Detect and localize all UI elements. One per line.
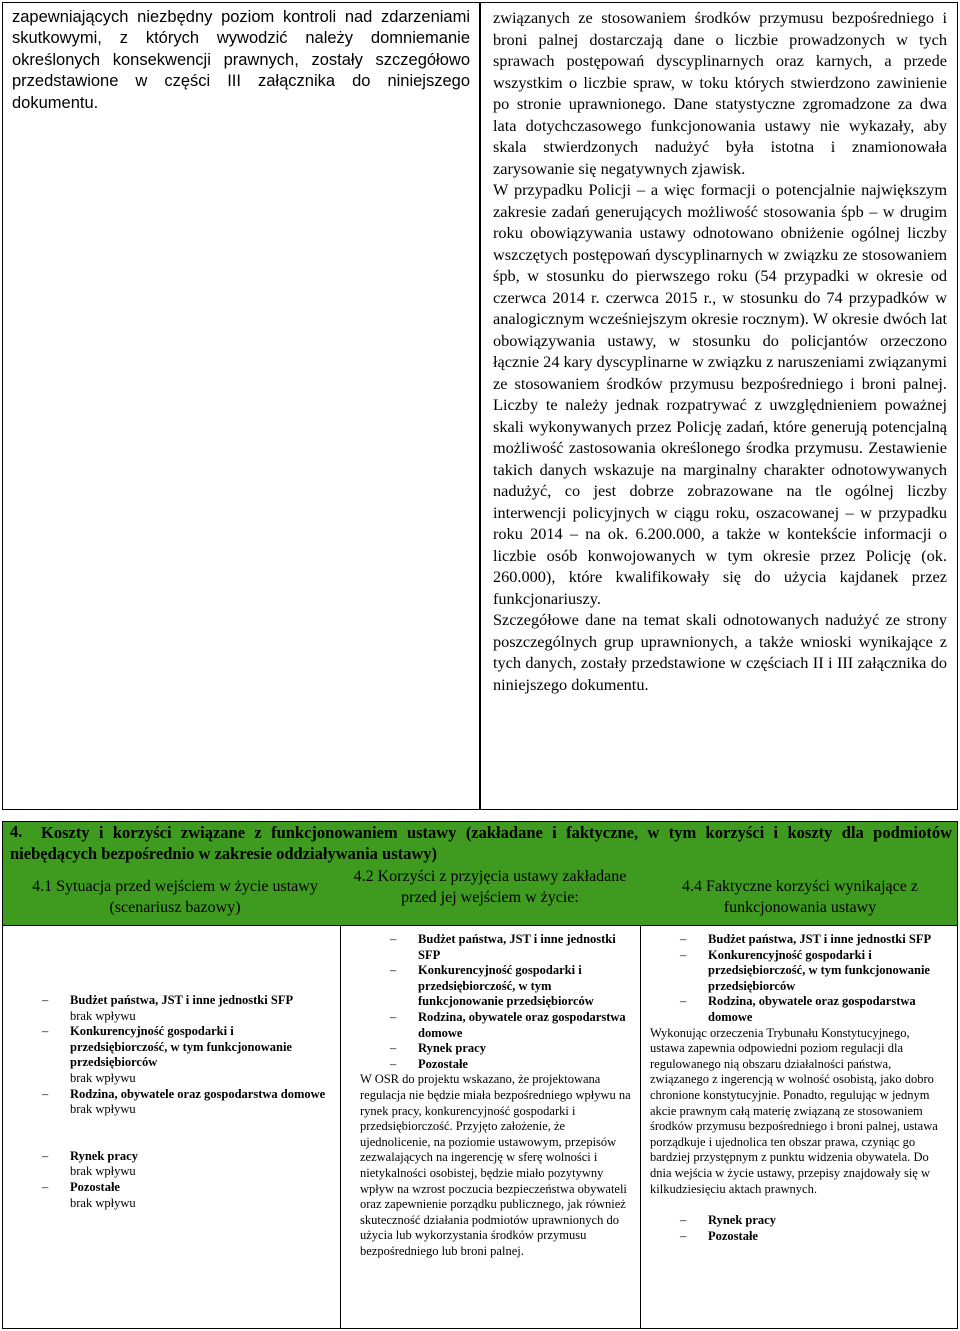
col1-item: – Budżet państwa, JST i inne jednostki SFP (42, 993, 332, 1009)
top-left-cell (2, 2, 480, 810)
col3-text: Wykonując orzeczenia Trybunału Konstytucyjnego, ustawa zapewnia odpowiedni poziom regulacji dla regulowanego nią obszaru działalności państwa, związanego z ingerencją w wolność osobistą, jako dobro chronione konstytucyjnie. Ponadto, regulując w jednym akcie prawnym całą materię związaną ze stosowaniem środków przymusu bezpośredniego i broni palnej, ustawa porządkuje i ujednolica ten obszar prawa, czyniąc go bardziej przystępnym z punktu widzenia obywatela. Do dnia wejścia w życie ustawy, przepisy znajdowały się w kilkudziesięciu aktach prawnych. (650, 1025, 938, 1196)
right-paragraph-1: związanych ze stosowaniem środków przymusu bezpośredniego i broni palnej dostarczają dane o liczbie prowadzonych w tych sprawach postępowań dyscyplinarnych oraz karnych, a przede wszystkim o liczbie spraw, w toku których stwierdzono zawinienie po stronie uprawnionego. Dane statystyczne zgromadzone za dwa lata dotychczasowego funkcjonowania ustawy nie wykazały, aby skala stwierdzonych nadużyć była istotna i znamionowała zarysowanie się negatywnych zjawisk. (493, 8, 947, 178)
col1-body (42, 993, 332, 1211)
col-divider-1 (340, 926, 341, 1329)
col2-item: – Rodzina, obywatele oraz gospodarstwa domowe (390, 1010, 632, 1041)
col3-item: – Rynek pracy (680, 1213, 946, 1229)
col1-item: – Rynek pracy (42, 1149, 332, 1165)
col1-item-note: brak wpływu (70, 1070, 136, 1085)
col3-item: – Rodzina, obywatele oraz gospodarstwa domowe (680, 994, 946, 1025)
col1-header: 4.1 Sytuacja przed wejściem w życie ustawy (scenariusz bazowy) (32, 878, 318, 916)
col3-item: – Budżet państwa, JST i inne jednostki SFP (680, 932, 946, 948)
top-right-cell (480, 2, 958, 810)
col2-item: – Rynek pracy (390, 1041, 632, 1057)
section-number: 4. (10, 822, 23, 841)
table-border-left (2, 926, 3, 1329)
col3-body (650, 932, 946, 1244)
col-divider-2 (640, 926, 641, 1329)
col1-item: – Konkurencyjność gospodarki i przedsiębiorczość, w tym funkcjonowanie przedsiębiorców (42, 1024, 332, 1071)
col2-item: – Konkurencyjność gospodarki i przedsiębiorczość, w tym funkcjonowanie przedsiębiorców (390, 963, 632, 1010)
col1-item-note: brak wpływu (70, 1164, 136, 1179)
right-paragraph-3: Szczegółowe dane na temat skali odnotowanych nadużyć ze strony poszczególnych grup uprawnionych, a także wnioski wynikające z tych danych, zostały przedstawione w częściach II i III załącznika do niniejszego dokumentu. (493, 610, 947, 694)
section-title: Koszty i korzyści związane z funkcjonowaniem ustawy (zakładane i faktyczne, w tym korzyści i koszty dla podmiotów niebędących bezpośrednio w zakresie oddziaływania ustawy) (10, 823, 952, 863)
col3-item: – Konkurencyjność gospodarki i przedsiębiorczość, w tym funkcjonowanie przedsiębiorców (680, 948, 946, 995)
right-paragraph-2: W przypadku Policji – a więc formacji o potencjalnie największym zakresie zadań generujących możliwość stosowania śpb – w drugim roku obowiązywania ustawy odnotowano obniżenie ogólnej liczby wszczętych postępowań dyscyplinarnych w związku ze stosowaniem śpb, w stosunku do pierwszego roku (54 przypadki w okresie od czerwca 2014 r. czerwca 2015 r., w stosunku do 74 przypadków w analogicznym wcześniejszym okresie rocznym). W okresie dwóch lat obowiązywania ustawy, w stosunku do policjantów orzeczono łącznie 24 kary dyscyplinarne w związku z naruszeniami związanymi ze stosowaniem środków przymusu bezpośredniego i broni palnej. Liczby te należy jednak rozpatrywać z uwzględnieniem poważnej skali wykonywanych przez Policję zadań, które generują potencjalną możliwość zastosowania określonego środka przymusu. Zestawienie takich danych wskazuje na marginalny charakter odnotowywanych nadużyć, co jest dobrze zobrazowane na tle ogólnej liczby interwencji policyjnych w ciągu roku, oszacowanej – w przypadku roku 2014 – na ok. 6.200.000, a także w kontekście informacji o liczbie osób konwojowanych w tym okresie przez Policję (ok. 260.000), które kwalifikowały się do użycia kajdanek przez funkcjonariuszy. (493, 180, 947, 608)
table-border-bottom (2, 1328, 958, 1329)
col2-body (360, 932, 632, 1259)
col1-item-note: brak wpływu (70, 1008, 136, 1023)
col1-item: – Rodzina, obywatele oraz gospodarstwa domowe (42, 1087, 332, 1103)
col1-item-note: brak wpływu (70, 1195, 136, 1210)
col2-item: – Budżet państwa, JST i inne jednostki SFP (390, 932, 632, 963)
col2-text: W OSR do projektu wskazano, że projektowana regulacja nie będzie miała bezpośredniego wpływu na rynek pracy, konkurencyjność gospodarki i przedsiębiorczość. Przyjęto założenie, że ujednolicenie, na poziomie ustawowym, przepisów zezwalających na ingerencję w sferę wolności i nietykalności osobistej, będzie miało pozytywny wpływ na wzrost poczucia bezpieczeństwa obywateli oraz zapewnienie porządku publicznego, jak również skuteczność działania podmiotów uprawnionych do użycia lub wykorzystania środków przymusu bezpośredniego lub broni palnej. (360, 1072, 631, 1258)
col3-header: 4.4 Faktyczne korzyści wynikające z funkcjonowania ustawy (682, 878, 918, 916)
col1-item: – Pozostałe (42, 1180, 332, 1196)
table-border-right (957, 926, 958, 1329)
left-paragraph: zapewniających niezbędny poziom kontroli nad zdarzeniami skutkowymi, z których wywodzić należy domniemanie określonych konsekwencji prawnych, zostały szczegółowo przedstawione w części III załącznika do niniejszego dokumentu. (12, 8, 470, 112)
col1-item-note: brak wpływu (70, 1102, 136, 1117)
col2-item: – Pozostałe (390, 1057, 632, 1073)
col2-header: 4.2 Korzyści z przyjęcia ustawy zakładane przed jej wejściem w życie: (353, 868, 627, 906)
col3-item: – Pozostałe (680, 1229, 946, 1245)
